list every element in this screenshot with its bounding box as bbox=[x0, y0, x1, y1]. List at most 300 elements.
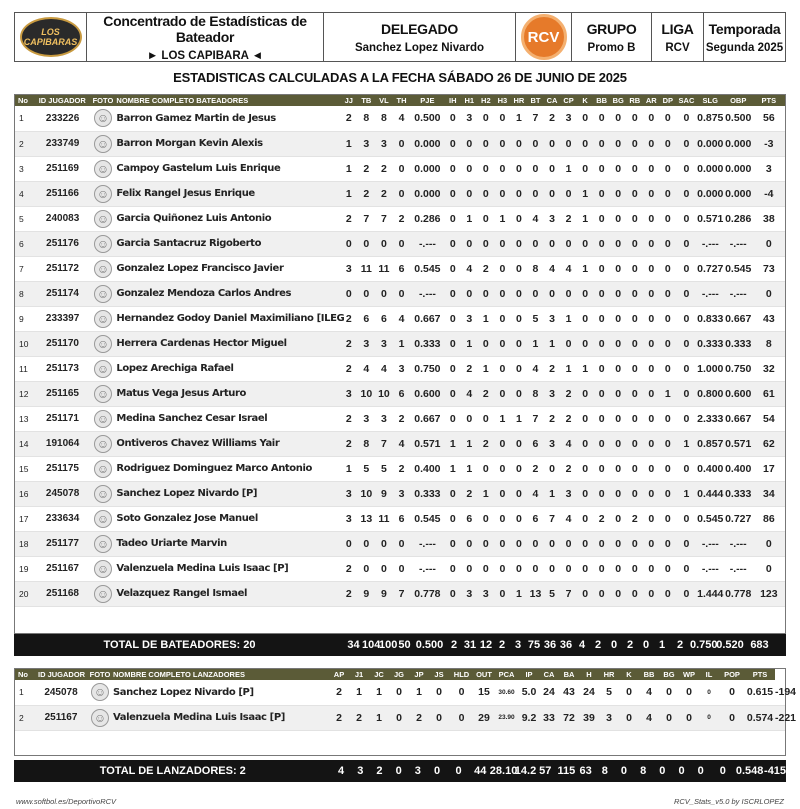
row-number: 17 bbox=[15, 506, 36, 531]
cell: 0 bbox=[478, 281, 495, 306]
cell: 0 bbox=[610, 156, 627, 181]
cell: 3 bbox=[358, 131, 376, 156]
cell: 0 bbox=[577, 481, 594, 506]
cell: 2 bbox=[329, 705, 349, 730]
cell: 0 bbox=[560, 531, 577, 556]
cell: 0 bbox=[494, 381, 511, 406]
cell: 0 bbox=[626, 156, 643, 181]
cell: 0 bbox=[643, 581, 660, 606]
row-number: 6 bbox=[15, 231, 36, 256]
cell: 0 bbox=[753, 281, 785, 306]
cell: 5 bbox=[544, 581, 561, 606]
batter-row[interactable] bbox=[15, 156, 785, 181]
cell: 0 bbox=[389, 705, 409, 730]
cell: -.--- bbox=[724, 556, 753, 581]
player-photo-icon: ☺ bbox=[94, 285, 112, 303]
batting-table bbox=[15, 95, 785, 607]
player-photo bbox=[90, 281, 117, 306]
cell: 10 bbox=[358, 381, 376, 406]
cell: 0 bbox=[478, 131, 495, 156]
cell: 8 bbox=[527, 381, 544, 406]
cell: 1 bbox=[444, 456, 461, 481]
col-header: OBP bbox=[724, 95, 753, 106]
cell: 0 bbox=[461, 556, 478, 581]
player-photo-icon: ☺ bbox=[94, 210, 112, 228]
batter-row[interactable] bbox=[15, 181, 785, 206]
col-header: WP bbox=[679, 669, 699, 680]
cell: 0 bbox=[593, 181, 610, 206]
cell: 0.727 bbox=[697, 256, 724, 281]
player-name: Lopez Arechiga Rafael bbox=[116, 356, 340, 381]
cell: 1 bbox=[340, 131, 358, 156]
player-photo-icon: ☺ bbox=[94, 310, 112, 328]
cell: 0 bbox=[494, 331, 511, 356]
cell: 24 bbox=[539, 680, 559, 705]
batter-row[interactable] bbox=[15, 431, 785, 456]
cell: 0 bbox=[577, 531, 594, 556]
cell: 0.574 bbox=[745, 705, 775, 730]
batter-row[interactable] bbox=[15, 406, 785, 431]
batter-row[interactable] bbox=[15, 531, 785, 556]
cell: 0 bbox=[626, 581, 643, 606]
liga-label: LIGA bbox=[661, 20, 694, 37]
player-name: Barron Morgan Kevin Alexis bbox=[116, 131, 340, 156]
cell: 38 bbox=[753, 206, 785, 231]
pitcher-row[interactable] bbox=[15, 705, 785, 730]
cell: 32 bbox=[753, 356, 785, 381]
cell: 0.000 bbox=[724, 131, 753, 156]
cell: 2 bbox=[358, 156, 376, 181]
capibaras-logo-icon: LOS CAPIBARAS bbox=[20, 17, 82, 57]
cell: 0 bbox=[544, 181, 561, 206]
total-value: 0 bbox=[620, 765, 628, 777]
cell: 0 bbox=[494, 581, 511, 606]
cell: 0 bbox=[676, 156, 697, 181]
cell: 9 bbox=[375, 581, 393, 606]
batter-row[interactable] bbox=[15, 256, 785, 281]
cell: 0 bbox=[699, 680, 719, 705]
cell: 2 bbox=[409, 705, 429, 730]
col-header: ID JUGADOR bbox=[36, 95, 90, 106]
cell: 0 bbox=[676, 181, 697, 206]
cell: 0.000 bbox=[724, 181, 753, 206]
cell: 29 bbox=[474, 705, 494, 730]
cell: 0 bbox=[527, 281, 544, 306]
cell: 0 bbox=[511, 356, 528, 381]
total-value: 2 bbox=[498, 639, 506, 651]
cell: 0 bbox=[478, 556, 495, 581]
cell: 0 bbox=[593, 281, 610, 306]
cell: 10 bbox=[358, 481, 376, 506]
col-header: SAC bbox=[676, 95, 697, 106]
cell: 1 bbox=[461, 331, 478, 356]
batter-row[interactable] bbox=[15, 481, 785, 506]
cell: 0.875 bbox=[697, 106, 724, 131]
total-value: 0 bbox=[719, 765, 726, 777]
cell: 1 bbox=[461, 456, 478, 481]
cell: 0 bbox=[626, 206, 643, 231]
col-header: FOTO bbox=[90, 95, 117, 106]
cell: 0 bbox=[494, 306, 511, 331]
batter-row[interactable] bbox=[15, 506, 785, 531]
batter-row[interactable] bbox=[15, 281, 785, 306]
player-photo-icon: ☺ bbox=[94, 109, 112, 127]
cell: 0 bbox=[643, 281, 660, 306]
cell: 1 bbox=[577, 206, 594, 231]
cell: 0 bbox=[676, 581, 697, 606]
col-header: FOTO bbox=[87, 669, 113, 680]
total-value: 3 bbox=[514, 639, 522, 651]
cell: 2 bbox=[478, 381, 495, 406]
player-id: 251174 bbox=[36, 281, 90, 306]
player-name: Medina Sanchez Cesar Israel bbox=[116, 406, 340, 431]
cell: 4 bbox=[393, 106, 411, 131]
cell: 0 bbox=[593, 306, 610, 331]
cell: 0.571 bbox=[697, 206, 724, 231]
player-id: 251169 bbox=[36, 156, 90, 181]
cell: 2 bbox=[560, 381, 577, 406]
player-id: 251167 bbox=[35, 705, 87, 730]
team-logo bbox=[15, 13, 87, 61]
cell: 0 bbox=[610, 231, 627, 256]
cell: 0 bbox=[643, 431, 660, 456]
batter-row[interactable] bbox=[15, 381, 785, 406]
cell: 30.60 bbox=[494, 680, 519, 705]
cell: 0.333 bbox=[697, 331, 724, 356]
cell: 8 bbox=[753, 331, 785, 356]
cell: 0 bbox=[676, 406, 697, 431]
cell: 0 bbox=[358, 231, 376, 256]
player-id: 191064 bbox=[36, 431, 90, 456]
cell: 0 bbox=[358, 556, 376, 581]
cell: 0 bbox=[643, 106, 660, 131]
cell: 0 bbox=[444, 256, 461, 281]
cell: 0 bbox=[660, 181, 677, 206]
row-number: 1 bbox=[15, 106, 36, 131]
cell: 0 bbox=[511, 131, 528, 156]
cell: 0 bbox=[626, 431, 643, 456]
player-photo bbox=[90, 231, 117, 256]
title-block bbox=[87, 13, 324, 61]
cell: 0.600 bbox=[410, 381, 444, 406]
cell: 3 bbox=[461, 306, 478, 331]
total-value: 0 bbox=[659, 765, 666, 777]
col-header: PTS bbox=[753, 95, 785, 106]
cell: 0.727 bbox=[724, 506, 753, 531]
row-number: 2 bbox=[15, 131, 36, 156]
pitcher-row[interactable] bbox=[15, 680, 785, 705]
cell: 3 bbox=[560, 481, 577, 506]
cell: 33 bbox=[539, 705, 559, 730]
cell: 2 bbox=[478, 256, 495, 281]
cell: 8 bbox=[358, 431, 376, 456]
player-name: Gonzalez Lopez Francisco Javier bbox=[116, 256, 340, 281]
cell: 0.400 bbox=[697, 456, 724, 481]
col-header: CP bbox=[560, 95, 577, 106]
col-header: PCA bbox=[494, 669, 519, 680]
cell: 0.667 bbox=[724, 406, 753, 431]
cell: 0 bbox=[643, 531, 660, 556]
cell: 0 bbox=[676, 531, 697, 556]
cell: 2 bbox=[478, 431, 495, 456]
cell: 3 bbox=[461, 106, 478, 131]
cell: 4 bbox=[393, 306, 411, 331]
cell: 0 bbox=[375, 231, 393, 256]
col-header: H3 bbox=[494, 95, 511, 106]
cell: 1 bbox=[676, 481, 697, 506]
cell: 0 bbox=[610, 381, 627, 406]
cell: 0 bbox=[511, 156, 528, 181]
cell: -.--- bbox=[410, 531, 444, 556]
player-id: 240083 bbox=[36, 206, 90, 231]
cell: 0 bbox=[577, 331, 594, 356]
report-subtitle: ESTADISTICAS CALCULADAS A LA FECHA SÁBADO 26 DE JUNIO DE 2025 bbox=[173, 70, 627, 85]
cell: 0 bbox=[619, 680, 639, 705]
cell: 0 bbox=[660, 306, 677, 331]
cell: 0 bbox=[593, 256, 610, 281]
player-name: Barron Gamez Martin de Jesus bbox=[116, 106, 340, 131]
cell: 0.571 bbox=[724, 431, 753, 456]
cell: 0 bbox=[660, 406, 677, 431]
player-photo-icon: ☺ bbox=[94, 510, 112, 528]
col-header: POP bbox=[719, 669, 745, 680]
cell: 123 bbox=[753, 581, 785, 606]
cell: 0 bbox=[643, 506, 660, 531]
player-photo bbox=[90, 206, 117, 231]
cell: 4 bbox=[461, 381, 478, 406]
cell: 0 bbox=[375, 281, 393, 306]
cell: 0 bbox=[643, 156, 660, 181]
cell: 1 bbox=[409, 680, 429, 705]
cell: 0.500 bbox=[410, 106, 444, 131]
batter-row[interactable] bbox=[15, 556, 785, 581]
cell: 0 bbox=[461, 156, 478, 181]
cell: 6 bbox=[375, 306, 393, 331]
cell: 0 bbox=[478, 456, 495, 481]
total-value: 4 bbox=[578, 639, 586, 651]
batter-row[interactable] bbox=[15, 306, 785, 331]
cell: 0 bbox=[577, 456, 594, 481]
cell: 1.000 bbox=[697, 356, 724, 381]
cell: -221 bbox=[775, 705, 785, 730]
cell: 0 bbox=[461, 281, 478, 306]
footer-link[interactable]: www.softbol.es/DeportivoRCV bbox=[16, 797, 117, 806]
cell: 2 bbox=[340, 106, 358, 131]
player-id: 245078 bbox=[35, 680, 87, 705]
batter-row[interactable] bbox=[15, 356, 785, 381]
batter-row[interactable] bbox=[15, 131, 785, 156]
cell: 0 bbox=[444, 481, 461, 506]
cell: 0.857 bbox=[697, 431, 724, 456]
cell: 0 bbox=[610, 356, 627, 381]
cell: 0 bbox=[577, 431, 594, 456]
cell: 0 bbox=[511, 381, 528, 406]
player-photo bbox=[90, 556, 117, 581]
cell: -.--- bbox=[410, 556, 444, 581]
player-name: Sanchez Lopez Nivardo [P] bbox=[113, 680, 329, 705]
cell: 0 bbox=[511, 281, 528, 306]
cell: 73 bbox=[753, 256, 785, 281]
cell: 0 bbox=[494, 456, 511, 481]
grupo-block bbox=[572, 13, 652, 61]
row-number: 19 bbox=[15, 556, 36, 581]
cell: 3 bbox=[340, 256, 358, 281]
cell: 2 bbox=[340, 356, 358, 381]
cell: 0 bbox=[610, 131, 627, 156]
cell: 0 bbox=[660, 281, 677, 306]
cell: 3 bbox=[340, 506, 358, 531]
cell: 0 bbox=[626, 231, 643, 256]
player-photo-icon: ☺ bbox=[94, 235, 112, 253]
cell: 0 bbox=[577, 106, 594, 131]
cell: 0 bbox=[527, 181, 544, 206]
player-photo bbox=[90, 481, 117, 506]
cell: 0 bbox=[544, 131, 561, 156]
cell: 0 bbox=[478, 506, 495, 531]
total-value: 36 bbox=[543, 639, 557, 651]
batter-row[interactable] bbox=[15, 581, 785, 606]
cell: 0 bbox=[527, 131, 544, 156]
cell: 0 bbox=[444, 156, 461, 181]
row-number: 20 bbox=[15, 581, 36, 606]
cell: 7 bbox=[375, 431, 393, 456]
player-name: Garcia Santacruz Rigoberto bbox=[116, 231, 340, 256]
cell: 0 bbox=[676, 281, 697, 306]
cell: 0 bbox=[544, 456, 561, 481]
player-name: Sanchez Lopez Nivardo [P] bbox=[116, 481, 340, 506]
cell: 0 bbox=[660, 431, 677, 456]
batter-row[interactable] bbox=[15, 106, 785, 131]
player-id: 245078 bbox=[36, 481, 90, 506]
cell: 72 bbox=[559, 705, 579, 730]
batting-panel bbox=[14, 94, 786, 634]
cell: 2.333 bbox=[697, 406, 724, 431]
cell: 1 bbox=[560, 356, 577, 381]
cell: 0 bbox=[610, 556, 627, 581]
col-header: No bbox=[15, 95, 36, 106]
player-id: 233226 bbox=[36, 106, 90, 131]
cell: 0.000 bbox=[697, 156, 724, 181]
col-header: JP bbox=[409, 669, 429, 680]
cell: 5.0 bbox=[519, 680, 539, 705]
cell: 0 bbox=[626, 131, 643, 156]
batter-row[interactable] bbox=[15, 331, 785, 356]
cell: 0 bbox=[358, 531, 376, 556]
col-header: K bbox=[619, 669, 639, 680]
cell: 1 bbox=[369, 680, 389, 705]
cell: 0.750 bbox=[410, 356, 444, 381]
cell: 4 bbox=[358, 356, 376, 381]
player-id: 251176 bbox=[36, 231, 90, 256]
cell: 2 bbox=[329, 680, 349, 705]
cell: 0 bbox=[393, 531, 411, 556]
cell: 0.833 bbox=[697, 306, 724, 331]
player-id: 251166 bbox=[36, 181, 90, 206]
cell: -.--- bbox=[697, 231, 724, 256]
cell: 0 bbox=[626, 106, 643, 131]
cell: 0.400 bbox=[724, 456, 753, 481]
cell: 3 bbox=[753, 156, 785, 181]
player-photo-icon: ☺ bbox=[94, 385, 112, 403]
cell: 3 bbox=[375, 331, 393, 356]
total-value: 57 bbox=[539, 765, 552, 777]
cell: 2 bbox=[461, 356, 478, 381]
cell: 0 bbox=[393, 556, 411, 581]
cell: 7 bbox=[358, 206, 376, 231]
cell: 0 bbox=[577, 156, 594, 181]
cell: 1 bbox=[461, 431, 478, 456]
player-photo-icon: ☺ bbox=[91, 709, 109, 727]
cell: 1 bbox=[560, 156, 577, 181]
player-id: 251170 bbox=[36, 331, 90, 356]
cell: 0 bbox=[676, 206, 697, 231]
batter-row[interactable] bbox=[15, 206, 785, 231]
cell: 2 bbox=[349, 705, 369, 730]
cell: 0 bbox=[610, 581, 627, 606]
cell: 8 bbox=[375, 106, 393, 131]
col-header: BT bbox=[527, 95, 544, 106]
cell: 0 bbox=[494, 131, 511, 156]
cell: 0 bbox=[643, 381, 660, 406]
player-photo bbox=[90, 531, 117, 556]
cell: 0 bbox=[494, 106, 511, 131]
col-header: OUT bbox=[474, 669, 494, 680]
col-header: HR bbox=[599, 669, 619, 680]
batter-row[interactable] bbox=[15, 456, 785, 481]
total-value: 31 bbox=[463, 639, 477, 651]
cell: 7 bbox=[527, 406, 544, 431]
cell: 0 bbox=[444, 531, 461, 556]
player-photo bbox=[90, 381, 117, 406]
row-number: 15 bbox=[15, 456, 36, 481]
cell: 0 bbox=[593, 406, 610, 431]
cell: 0 bbox=[676, 256, 697, 281]
cell: 0 bbox=[679, 680, 699, 705]
cell: 0 bbox=[478, 406, 495, 431]
cell: 1 bbox=[511, 106, 528, 131]
cell: 0 bbox=[593, 431, 610, 456]
cell: 61 bbox=[753, 381, 785, 406]
cell: -.--- bbox=[724, 531, 753, 556]
player-photo bbox=[90, 581, 117, 606]
player-name: Hernandez Godoy Daniel Maximiliano [ILEG bbox=[116, 306, 340, 331]
cell: 3 bbox=[599, 705, 619, 730]
cell: 0.600 bbox=[724, 381, 753, 406]
cell: 0 bbox=[660, 156, 677, 181]
batter-row[interactable] bbox=[15, 231, 785, 256]
cell: 0 bbox=[643, 406, 660, 431]
cell: 0 bbox=[679, 705, 699, 730]
pitching-panel bbox=[14, 668, 797, 756]
cell: 1 bbox=[676, 431, 697, 456]
col-header: K bbox=[577, 95, 594, 106]
player-name: Ontiveros Chavez Williams Yair bbox=[116, 431, 340, 456]
player-photo-icon: ☺ bbox=[94, 435, 112, 453]
cell: 4 bbox=[560, 256, 577, 281]
cell: 3 bbox=[340, 481, 358, 506]
cell: 0 bbox=[610, 281, 627, 306]
cell: 2 bbox=[393, 406, 411, 431]
cell: 0 bbox=[676, 506, 697, 531]
col-header: HR bbox=[511, 95, 528, 106]
cell: 0 bbox=[626, 481, 643, 506]
cell: 0 bbox=[511, 556, 528, 581]
rcv-logo-block bbox=[516, 13, 572, 61]
cell: 24 bbox=[579, 680, 599, 705]
cell: 3 bbox=[375, 131, 393, 156]
team-name: ► LOS CAPIBARA ◄ bbox=[146, 49, 264, 62]
cell: 0 bbox=[494, 181, 511, 206]
